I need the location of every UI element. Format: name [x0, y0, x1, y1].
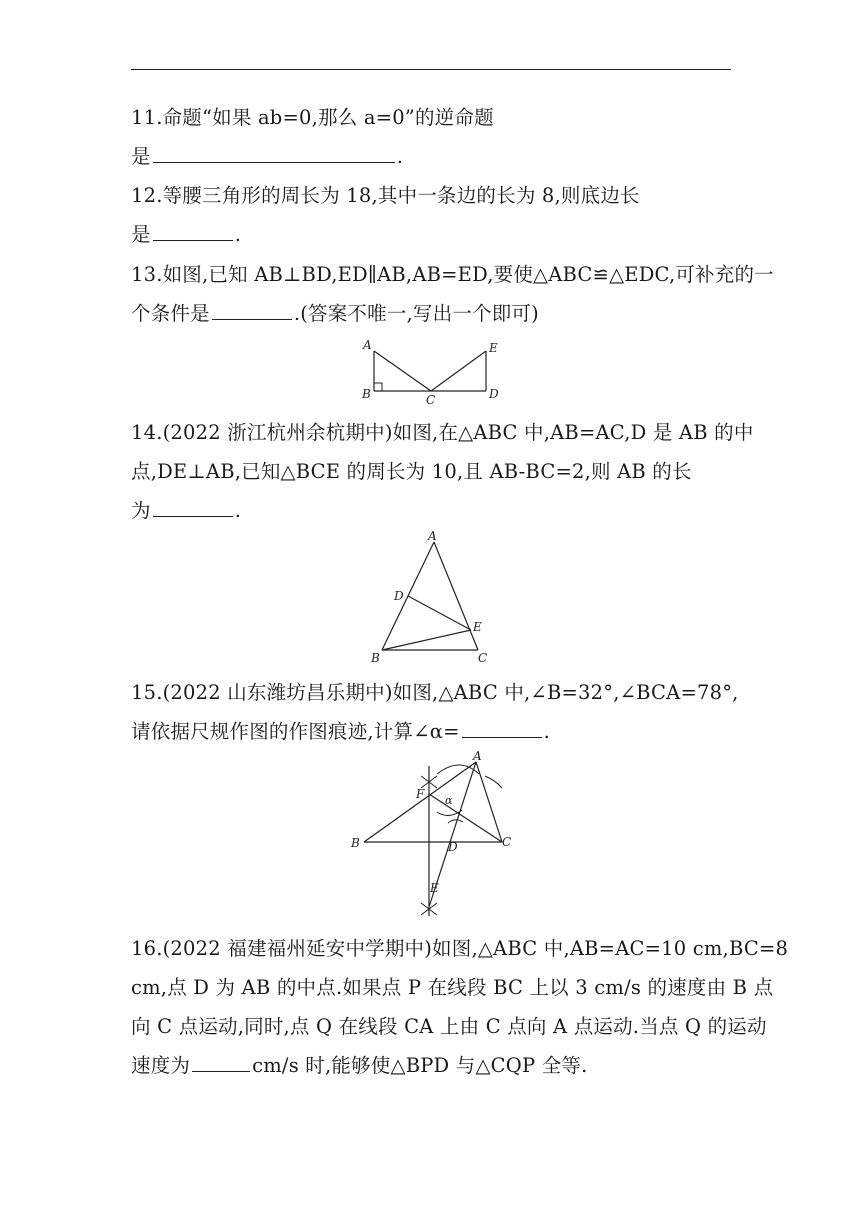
label-a: A — [428, 530, 437, 543]
q15-line-1: 15.(2022 山东潍坊昌乐期中)如图,△ABC 中,∠B=32°,∠BCA=78°, — [131, 681, 739, 704]
q14-answer-blank — [153, 496, 233, 517]
q16-line-2: cm,点 D 为 AB 的中点.如果点 P 在线段 BC 上以 3 cm/s 的速度由 B 点 — [131, 976, 774, 999]
q12-suffix: . — [234, 223, 242, 246]
q12-prefix: 是 — [131, 223, 151, 246]
right-angle-mark — [374, 383, 382, 391]
label-d: D — [489, 387, 499, 401]
label-e: E — [430, 881, 439, 895]
label-a: A — [363, 338, 372, 352]
q11-suffix: . — [396, 145, 404, 168]
arc-middle — [448, 820, 463, 823]
q16-prefix: 速度为 — [131, 1054, 191, 1077]
q14-prefix: 为 — [131, 499, 151, 522]
q16-suffix: cm/s 时,能够使△BPD 与△CQP 全等. — [252, 1054, 588, 1077]
q13-figure — [355, 336, 505, 406]
q16-line-3: 向 C 点运动,同时,点 Q 在线段 CA 上由 C 点向 A 点运动.当点 Q 的运动 — [131, 1015, 767, 1038]
segment-ac — [476, 762, 502, 842]
q11-prefix: 是 — [131, 145, 151, 168]
segment-de — [408, 596, 471, 630]
q15-answer-blank — [462, 717, 542, 738]
label-d: D — [394, 589, 404, 603]
label-c: C — [478, 651, 488, 665]
q14-line-2: 点,DE⊥AB,已知△BCE 的周长为 10,且 AB-BC=2,则 AB 的长 — [131, 460, 692, 483]
q12-line-1: 12.等腰三角形的周长为 18,其中一条边的长为 8,则底边长 — [131, 184, 640, 207]
q12-answer-blank — [153, 220, 233, 241]
q16-answer-blank — [192, 1051, 250, 1072]
segment-be — [382, 630, 471, 650]
q13-line-1: 13.如图,已知 AB⊥BD,ED∥AB,AB=ED,要使△ABC≌△EDC,可补充的一 — [131, 263, 774, 286]
label-a: A — [473, 749, 482, 763]
label-e: E — [489, 341, 498, 355]
q13-suffix: .(答案不唯一,写出一个即可) — [293, 302, 539, 325]
q14-figure — [365, 530, 500, 665]
q13-prefix: 个条件是 — [131, 302, 210, 325]
top-rule — [131, 69, 731, 70]
segment-ec — [431, 351, 486, 391]
q15-line-2 — [131, 717, 550, 747]
segment-ba — [364, 762, 476, 842]
label-b: B — [371, 651, 380, 665]
label-b: B — [351, 836, 360, 850]
q13-line-2 — [131, 299, 539, 329]
label-c: C — [502, 835, 512, 849]
q14-line-1: 14.(2022 浙江杭州余杭期中)如图,在△ABC 中,AB=AC,D 是 AB 的中 — [131, 421, 754, 444]
q15-figure — [345, 748, 525, 923]
q11-answer-blank — [153, 142, 395, 163]
arc-right — [485, 776, 502, 788]
q16-line-4 — [131, 1051, 588, 1081]
label-c: C — [426, 393, 436, 406]
q13-answer-blank — [212, 299, 292, 320]
label-b: B — [362, 387, 371, 401]
q11-line-1: 11.命题“如果 ab=0,那么 a=0”的逆命题 — [131, 106, 494, 129]
segment-ac — [374, 351, 431, 391]
segment-fc — [429, 794, 502, 842]
angle-alpha-arc — [437, 810, 462, 816]
q14-line-3 — [131, 496, 241, 526]
q12-line-2 — [131, 220, 241, 250]
q15-suffix: . — [543, 720, 551, 743]
label-alpha: α — [445, 794, 453, 807]
q15-prefix: 请依据尺规作图的作图痕迹,计算∠α= — [131, 720, 460, 743]
q11-line-2 — [131, 142, 403, 172]
label-e: E — [473, 620, 482, 634]
q14-suffix: . — [234, 499, 242, 522]
q16-line-1: 16.(2022 福建福州延安中学期中)如图,△ABC 中,AB=AC=10 cm,BC=8 — [131, 937, 789, 960]
label-d: D — [448, 840, 458, 854]
label-f: F — [416, 787, 425, 801]
